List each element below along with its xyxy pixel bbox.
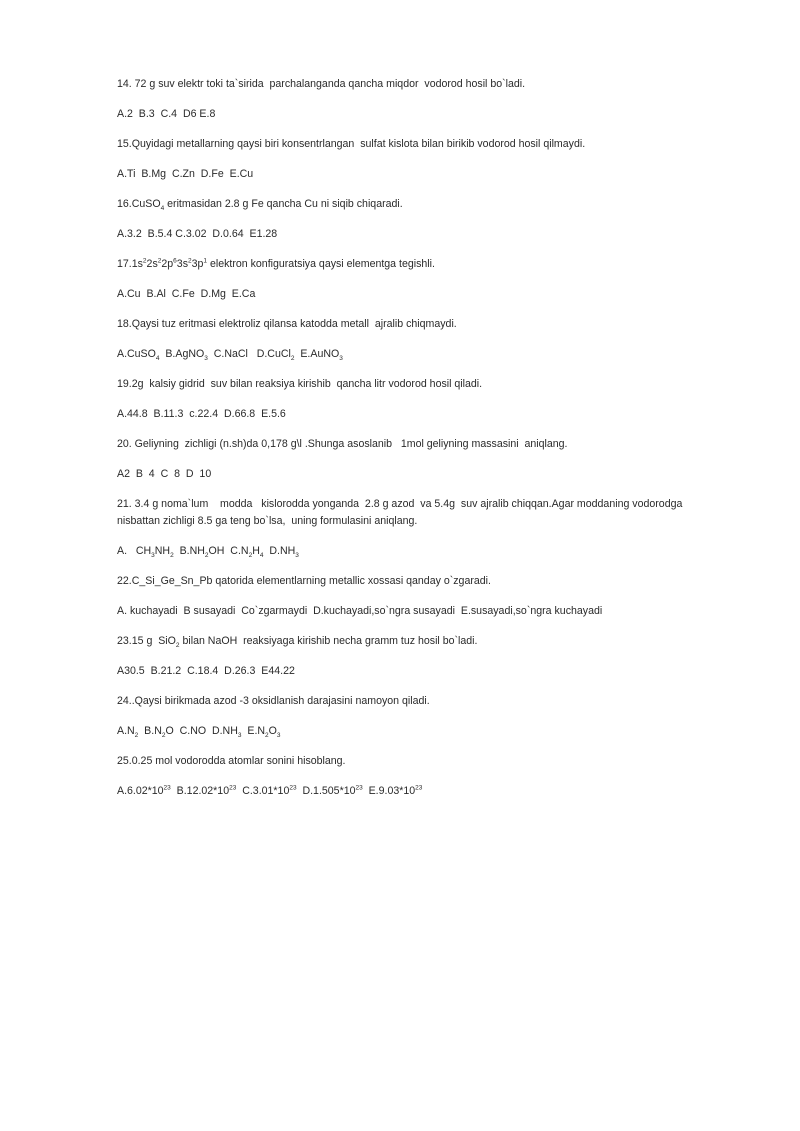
question-19: 19.2g kalsiy gidrid suv bilan reaksiya kirishib qancha litr vodorod hosil qiladi.: [117, 378, 483, 390]
answers-16: A.3.2 B.5.4 C.3.02 D.0.64 E1.28: [117, 228, 278, 240]
answers-23: A30.5 B.21.2 C.18.4 D.26.3 E44.22: [117, 665, 295, 677]
answers-19: A.44.8 B.11.3 c.22.4 D.66.8 E.5.6: [117, 408, 286, 420]
question-14: 14. 72 g suv elektr toki ta`sirida parchalanganda qancha miqdor vodorod hosil bo`ladi.: [117, 78, 526, 90]
document-page: [117, 78, 717, 798]
answers-25: $A.6.02*10^{23}$ $B.12.02*10^{23}$ $C.3.01*10^{23}$ $D.1.505*10^{23}$ $E.9.03*10^{23}$: [117, 784, 423, 797]
answers-15: A.Ti B.Mg C.Zn D.Fe E.Cu: [117, 168, 254, 180]
answers-18: A.CuSO$_4$ B.AgNO$_3$ C.NaCl D.CuCl$_2$ E.AuNO$_3$: [117, 348, 343, 363]
question-22: 22.C_Si_Ge_Sn_Pb qatorida elementlarning metallic xossasi qanday o`zgaradi.: [117, 575, 491, 587]
question-21: 21. 3.4 g noma`lum modda kislorodda yonganda 2.8 g azod va 5.4g suv ajralib chiqqan.Agar moddaning vodorodga: [117, 498, 683, 510]
question-17: $17.1s^22s^22p^63s^23p^1$ elektron konfiguratsiya qaysi elementga tegishli.: [117, 257, 435, 270]
question-25: 25.0.25 mol vodorodda atomlar sonini hisoblang.: [117, 755, 346, 767]
answers-14: A.2 B.3 C.4 D6 E.8: [117, 108, 216, 120]
answers-22: A. kuchayadi B susayadi Co`zgarmaydi D.kuchayadi,so`ngra susayadi E.susayadi,so`ngra kuchayadi: [117, 605, 603, 617]
question-16: 16.CuSO$_4$ eritmasidan 2.8 g Fe qancha Cu ni siqib chiqaradi.: [117, 198, 403, 213]
question-20: 20. Geliyning zichligi (n.sh)da 0,178 g\l .Shunga asoslanib 1mol geliyning massasini aniqlang.: [117, 438, 568, 450]
answers-20: A2 B 4 C 8 D 10: [117, 468, 212, 480]
question-21-continued: nisbattan zichligi 8.5 ga teng bo`lsa, uning formulasini aniqlang.: [117, 515, 418, 527]
answers-17: A.Cu B.Al C.Fe D.Mg E.Ca: [117, 288, 256, 300]
question-18: 18.Qaysi tuz eritmasi elektroliz qilansa katodda metall ajralib chiqmaydi.: [117, 318, 457, 330]
answers-21: A. $CH_3NH_2$ $B.NH_2OH$ $C.N_2H_4$ $D.NH_3$: [117, 545, 299, 560]
question-24: 24..Qaysi birikmada azod -3 oksidlanish darajasini namoyon qiladi.: [117, 695, 430, 707]
answers-24: $A.N_2$ $B.N_2O$ C.NO $D.NH_3$ $E.N_2O_3$: [117, 725, 281, 740]
question-23: 23.15 g SiO$_2$ bilan NaOH reaksiyaga kirishib necha gramm tuz hosil bo`ladi.: [117, 635, 478, 650]
question-15: 15.Quyidagi metallarning qaysi biri konsentrlangan sulfat kislota bilan birikib vodorod hosil qilmaydi.: [117, 138, 586, 150]
